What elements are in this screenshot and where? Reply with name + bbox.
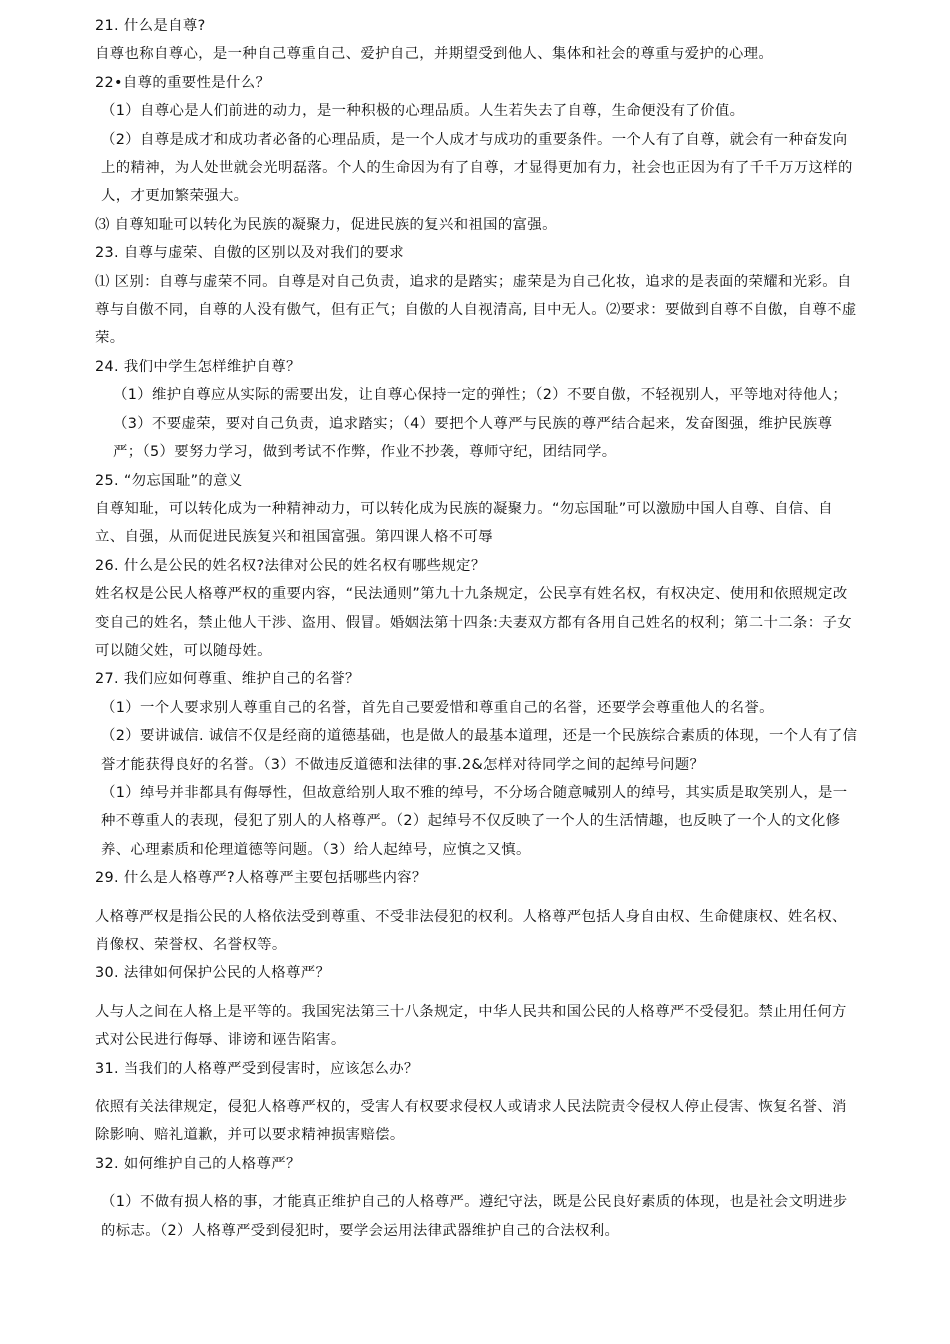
answer-paragraph: （2）要讲诚信. 诚信不仅是经商的道德基础，也是做人的最基本道理，还是一个民族综合素质的体现，一个人有了信誉才能获得良好的名誉。（3）不做违反道德和法律的事.2&怎样对待同学之间的起绰号问题？: [101, 728, 858, 773]
answer-paragraph: （1）绰号并非都具有侮辱性，但故意给别人取不雅的绰号，不分场合随意喊别人的绰号，其实质是取笑别人，是一种不尊重人的表现，侵犯了别人的人格尊严。（2）起绰号不仅反映了一个人的生活情趣，也反映了一个人的文化修养、心理素质和伦理道德等问题。（3）给人起绰号，应慎之又慎。: [101, 784, 848, 858]
question-heading: 25. “勿忘国耻”的意义: [95, 472, 243, 489]
document-page: [95, 12, 860, 1245]
question-heading: 26. 什么是公民的姓名权?法律对公民的姓名权有哪些规定？: [95, 557, 486, 574]
answer-paragraph: 人格尊严权是指公民的人格依法受到尊重、不受非法侵犯的权利。人格尊严包括人身自由权、生命健康权、姓名权、肖像权、荣誉权、名誉权等。: [95, 908, 847, 953]
answer-paragraph: （1）自尊心是人们前进的动力，是一种积极的心理品质。人生若失去了自尊，生命便没有了价值。: [101, 103, 745, 120]
question-heading: 31. 当我们的人格尊严受到侵害时，应该怎么办？: [95, 1060, 419, 1077]
answer-paragraph: 姓名权是公民人格尊严权的重要内容，“民法通则”第九十九条规定，公民享有姓名权，有权决定、使用和依照规定改变自己的姓名，禁止他人干涉、盗用、假冒。婚姻法第十四条:夫妻双方都有各用自己姓名的权利；第二十二条：子女可以随父姓，可以随母姓。: [95, 586, 852, 659]
answer-paragraph: （1）不做有损人格的事，才能真正维护自己的人格尊严。遵纪守法，既是公民良好素质的体现，也是社会文明进步的标志。（2）人格尊严受到侵犯时，要学会运用法律武器维护自己的合法权利。: [101, 1194, 848, 1239]
answer-paragraph: 人与人之间在人格上是平等的。我国宪法第三十八条规定，中华人民共和国公民的人格尊严不受侵犯。禁止用任何方式对公民进行侮辱、诽谤和诬告陷害。: [95, 1003, 847, 1049]
answer-paragraph: （2）自尊是成才和成功者必备的心理品质，是一个人成才与成功的重要条件。一个人有了自尊，就会有一种奋发向上的精神，为人处世就会光明磊落。个人的生命因为有了自尊，才显得更加有力，社会也正因为有了千千万万这样的人，才更加繁荣强大。: [101, 131, 853, 205]
question-heading: 22•自尊的重要性是什么？: [95, 74, 271, 91]
question-heading: 24. 我们中学生怎样维护自尊？: [95, 358, 301, 375]
answer-paragraph: （1）维护自尊应从实际的需要出发，让自尊心保持一定的弹性；（2）不要自傲，不轻视别人，平等地对待他人；（3）不要虚荣，要对自己负责，追求踏实；（4）要把个人尊严与民族的尊严结合起来，发奋图强，维护民族尊严；（5）要努力学习，做到考试不作弊，作业不抄袭，尊师守纪，团结同学。: [113, 387, 848, 461]
answer-paragraph: 依照有关法律规定，侵犯人格尊严权的，受害人有权要求侵权人或请求人民法院责令侵权人停止侵害、恢复名誉、消除影响、赔礼道歉，并可以要求精神损害赔偿。: [95, 1099, 847, 1144]
answer-paragraph: 自尊知耻，可以转化成为一种精神动力，可以转化成为民族的凝聚力。“勿忘国耻”可以激励中国人自尊、自信、自立、自强，从而促进民族复兴和祖国富强。第四课人格不可辱: [95, 500, 833, 546]
question-heading: 29. 什么是人格尊严?人格尊严主要包括哪些内容？: [95, 870, 427, 887]
question-heading: 30. 法律如何保护公民的人格尊严？: [95, 965, 331, 982]
question-heading: 27. 我们应如何尊重、维护自己的名誉？: [95, 671, 360, 688]
question-heading: 23. 自尊与虚荣、自傲的区别以及对我们的要求: [95, 245, 404, 262]
answer-paragraph: 自尊也称自尊心，是一种自己尊重自己、爱护自己，并期望受到他人、集体和社会的尊重与爱护的心理。: [95, 46, 774, 63]
question-heading: 32. 如何维护自己的人格尊严？: [95, 1155, 301, 1172]
answer-paragraph: ⑴ 区别：自尊与虚荣不同。自尊是对自己负责，追求的是踏实；虚荣是为自己化妆，追求的是表面的荣耀和光彩。自尊与自傲不同，自尊的人没有傲气，但有正气；自傲的人自视清高, 目中无人。⑵要求：要做到自尊不自傲，自尊不虚荣。: [95, 273, 857, 347]
answer-paragraph: ⑶ 自尊知耻可以转化为民族的凝聚力，促进民族的复兴和祖国的富强。: [95, 216, 557, 233]
answer-paragraph: （1）一个人要求别人尊重自己的名誉，首先自己要爱惜和尊重自己的名誉，还要学会尊重他人的名誉。: [101, 699, 774, 716]
question-heading: 21. 什么是自尊?: [95, 18, 206, 34]
